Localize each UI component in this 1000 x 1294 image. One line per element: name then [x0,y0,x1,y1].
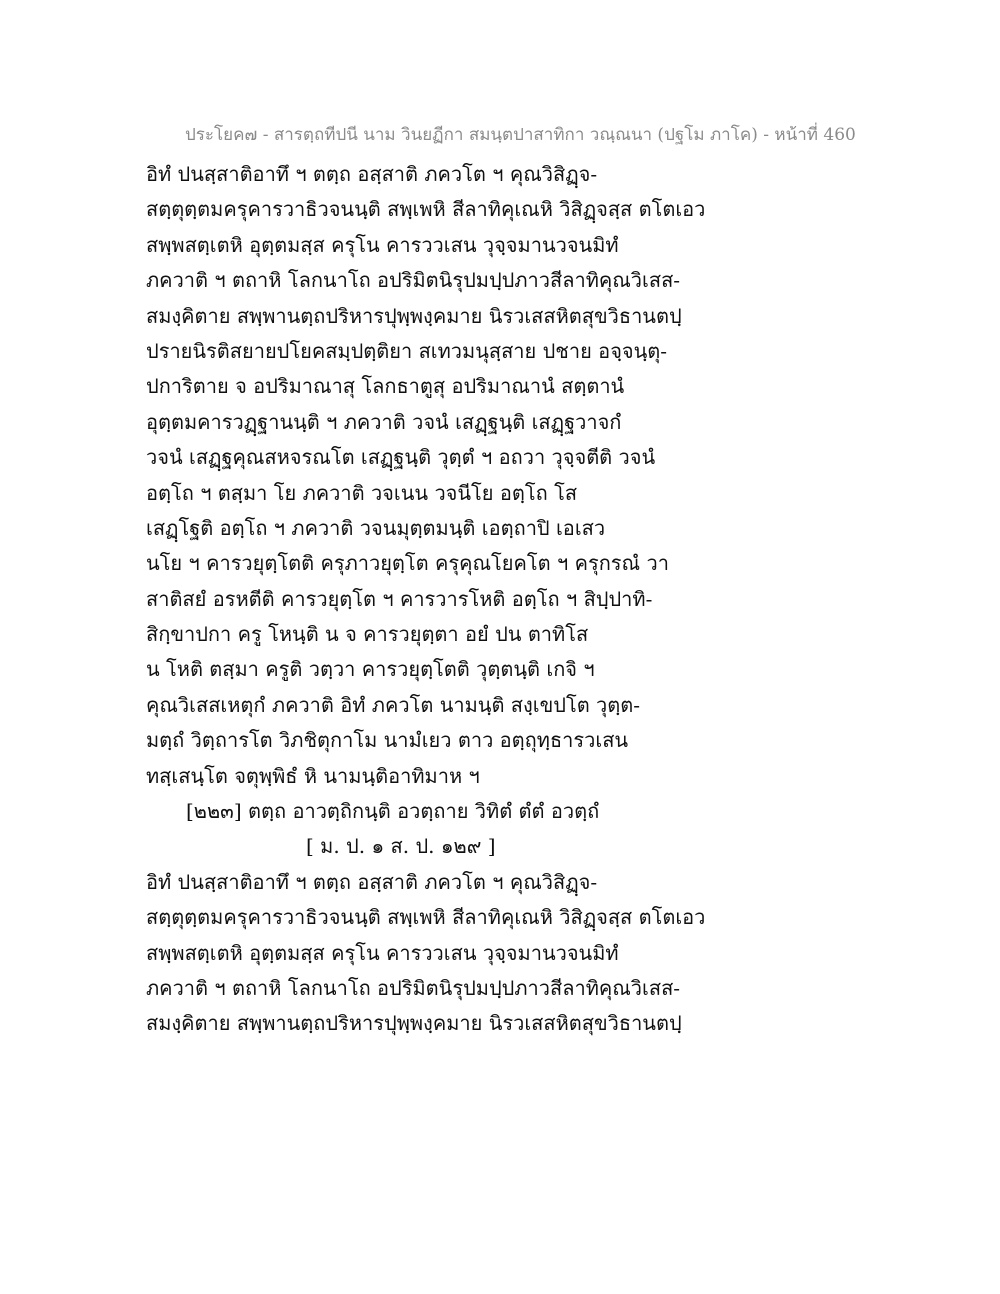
text-line: สาติสยํ อรหตีติ คารวยุตฺโต ฯ คารวารโหติ อตฺโถ ฯ สิปฺปาทิ- [146,586,653,611]
text-line: น โหติ ตสฺมา ครูติ วตฺวา คารวยุตฺโตติ วุตฺตนฺติ เกจิ ฯ [146,657,595,682]
text-line: นโย ฯ คารวยุตฺโตติ ครุภาวยุตฺโต ครุคุณโยคโต ฯ ครุกรณํ วา [146,551,669,576]
text-line: ภควาติ ฯ ตถาหิ โลกนาโถ อปริมิตนิรุปมปฺปภาวสีลาทิคุณวิเสส- [146,268,681,293]
text-line: สพฺพสตฺเตหิ อุตฺตมสฺส ครุโน คารววเสน วุจฺจมานวจนมิทํ [146,232,619,257]
text-line: เสฏฺโฐติ อตฺโถ ฯ ภควาติ วจนมุตฺตมนฺติ เอตฺถาปิ เอเสว [146,515,606,540]
text-line: วจนํ เสฏฺฐคุณสหจรณโต เสฏฺฐนฺติ วุตฺตํ ฯ อถวา วุจฺจตีติ วจนํ [146,445,656,470]
text-line: สพฺพสตฺเตหิ อุตฺตมสฺส ครุโน คารววเสน วุจฺจมานวจนมิทํ [146,940,619,965]
text-line: สมงฺคิตาย สพฺพานตฺถปริหารปุพฺพงฺคมาย นิรวเสสหิตสุขวิธานตปฺ [146,1011,682,1036]
text-line: ปการิตาย จ อปริมาณาสุ โลกธาตูสุ อปริมาณานํ สตฺตานํ [146,374,625,399]
text-line: อิทํ ปนสฺสาติอาทึ ฯ ตตฺถ อสฺสาติ ภควโต ฯ คุณวิสิฏฺจ- [146,162,598,186]
text-line: สตฺตุตฺตมครุคารวาธิวจนนฺติ สพฺเพหิ สีลาทิคุเณหิ วิสิฏฺจสฺส ตโตเอว [146,905,706,930]
text-line: คุณวิเสสเหตุกํ ภควาติ อิทํ ภควโต นามนฺติ สงฺเขปโต วุตฺต- [146,692,641,717]
text-line: อุตฺตมคารวฏฺฐานนฺติ ฯ ภควาติ วจนํ เสฏฺฐนฺติ เสฏฺฐวาจกํ [146,409,622,434]
text-line: ทสฺเสนฺโต จตุพฺพิธํ หิ นามนฺติอาทิมาห ฯ [146,763,480,788]
running-header: ประโยค๗ - สารตฺถทีปนี นาม วินยฏีกา สมนฺตปาสาทิกา วณฺณนา (ปฐโม ภาโค) - หน้าที่ 460 [185,125,856,145]
text-line: ภควาติ ฯ ตถาหิ โลกนาโถ อปริมิตนิรุปมปฺปภาวสีลาทิคุณวิเสส- [146,975,681,1000]
text-line: ปรายนิรติสยายปโยคสมฺปตฺติยา สเทวมนุสฺสาย ปชาย อจฺจนฺตุ- [146,338,668,363]
text-line: อิทํ ปนสฺสาติอาทึ ฯ ตตฺถ อสฺสาติ ภควโต ฯ คุณวิสิฏฺจ- [146,869,598,894]
text-line: สิกฺขาปกา ครู โหนฺติ น จ คารวยุตฺตา อยํ ปน ตาทิโส [146,622,589,647]
page-reference: [ ม. ป. ๑ ส. ป. ๑๒๙ ] [306,834,496,859]
body-text [146,157,906,1042]
text-line: มตฺถํ วิตฺถารโต วิภชิตุกาโม นามํเยว ตาว อตฺถุทฺธารวเสน [146,728,629,753]
text-line: สตฺตุตฺตมครุคารวาธิวจนนฺติ สพฺเพหิ สีลาทิคุเณหิ วิสิฏฺจสฺส ตโตเอว [146,197,706,222]
text-line: อตฺโถ ฯ ตสฺมา โย ภควาติ วจเนน วจนีโย อตฺโถ โส [146,480,578,505]
section-heading-line: [๒๒๓] ตตฺถ อาวตฺถิกนฺติ อวตฺถาย วิทิตํ ตํตํ อวตฺถํ [186,799,600,824]
text-line: สมงฺคิตาย สพฺพานตฺถปริหารปุพฺพงฺคมาย นิรวเสสหิตสุขวิธานตปฺ [146,303,682,328]
